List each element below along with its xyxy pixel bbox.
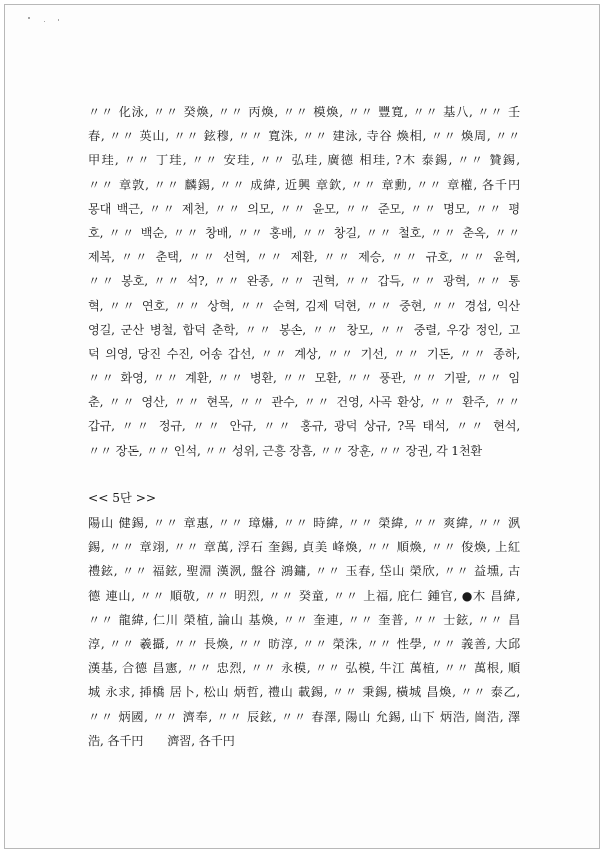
text-line: 영길, 군산 병철, 합덕 춘학, 〃〃 봉손, 〃〃 창모, 〃〃 중렬, 우강 정인, 고 [88,322,520,337]
text-line: 호, 〃〃 백순, 〃〃 창배, 〃〃 홍배, 〃〃 창길, 〃〃 철호, 〃〃 춘옥, 〃〃 [88,225,520,240]
text-line: 陽山 健錫, 〃〃 章惠, 〃〃 璋爀, 〃〃 時緯, 〃〃 榮緯, 〃〃 爽緯, 〃〃 洬 [88,516,520,530]
text-line: 德 連山, 〃〃 順敬, 〃〃 明烈, 〃〃 癸童, 〃〃 上福, 庇仁 鍾官, ●木 昌緯, [88,588,520,603]
section-heading: << 5단 >> [88,491,157,505]
text-line: 덕 의영, 당진 수진, 어송 갑선, 〃〃 계상, 〃〃 기선, 〃〃 기돈, 〃〃 종하, [88,346,520,361]
text-line: 몽대 백근, 〃〃 제천, 〃〃 의모, 〃〃 윤모, 〃〃 준모, 〃〃 명모, 〃〃 평 [88,201,520,216]
text-line: 甲珪, 〃〃 丁珪, 〃〃 安珪, 〃〃 弘珪, 廣德 相珪, ?木 泰錫, 〃〃 贊錫, [88,153,520,168]
text-line: 浩, 各千円 濟習, 各千円 [88,733,235,748]
text-line: 〃〃 炳國, 〃〃 濟奉, 〃〃 辰鉉, 〃〃 春澤, 陽山 允錫, 山下 炳浩, 崗浩, 澤 [88,709,520,724]
text-line: 〃〃 장돈, 〃〃 인석, 〃〃 성위, 근흥 장흠, 〃〃 장훈, 〃〃 장권, 각 1천환 [88,443,482,458]
text-line: 淳, 〃〃 羲攝, 〃〃 長煥, 〃〃 昉淳, 〃〃 榮洙, 〃〃 性學, 〃〃 義善, 大邱 [88,636,520,651]
scan-speck [58,19,59,21]
text-line: 錫, 〃〃 章翊, 〃〃 章萬, 浮石 奎錫, 貞美 峰煥, 〃〃 順煥, 〃〃 俊煥, 上紅 [88,540,520,555]
text-line: 갑규, 〃〃 정규, 〃〃 안규, 〃〃 홍규, 광덕 상규, ?목 태석, 〃〃 현석, [88,419,520,434]
text-line: 〃〃 化泳, 〃〃 癸煥, 〃〃 丙煥, 〃〃 模煥, 〃〃 豐寬, 〃〃 基八, 〃〃 壬 [88,105,520,119]
text-line: 〃〃 龍緯, 仁川 榮植, 論山 基煥, 〃〃 奎連, 〃〃 奎普, 〃〃 士鉉, 〃〃 昌 [88,612,520,627]
text-line: 春, 〃〃 英山, 〃〃 鉉穆, 〃〃 寬洙, 〃〃 建泳, 寺谷 煥相, 〃〃 煥周, 〃〃 [88,129,520,144]
text-line: 혁, 〃〃 연호, 〃〃 상혁, 〃〃 순혁, 김제 덕현, 〃〃 중현, 〃〃 경섭, 익산 [88,298,520,313]
donor-list-block-2 [88,511,520,753]
donor-list-block-1 [88,100,520,463]
text-line: 漢基, 合德 昌憲, 〃〃 忠烈, 〃〃 永模, 〃〃 弘模, 牛江 萬植, 〃〃 萬根, 順 [88,661,520,676]
text-line: 城 永求, 揷橋 居卜, 松山 炳哲, 禮山 載錫, 〃〃 秉錫, 橫城 昌煥, 〃〃 泰乙, [88,685,520,700]
text-line: 제복, 〃〃 춘택, 〃〃 선혁, 〃〃 제환, 〃〃 제승, 〃〃 규호, 〃〃 윤혁, [88,250,520,265]
text-line: 禮鉉, 〃〃 福鉉, 聖淵 漢洬, 盤谷 鴻鏞, 〃〃 玉春, 垈山 榮欣, 〃〃 益壎, 古 [88,564,520,579]
scan-speck [28,17,30,19]
text-line: 〃〃 章敦, 〃〃 麟錫, 〃〃 成緯, 近興 章欽, 〃〃 章勳, 〃〃 章權, 各千円 [88,177,520,192]
text-line: 〃〃 봉호, 〃〃 석?, 〃〃 완종, 〃〃 권혁, 〃〃 갑득, 〃〃 광혁, 〃〃 통 [88,274,520,289]
text-line: 〃〃 화영, 〃〃 계환, 〃〃 병환, 〃〃 모환, 〃〃 풍관, 〃〃 기팔, 〃〃 임 [88,371,520,386]
scan-speck [44,21,45,22]
text-line: 춘, 〃〃 영산, 〃〃 현목, 〃〃 관수, 〃〃 건영, 사곡 환상, 〃〃 환주, 〃〃 [88,395,520,410]
